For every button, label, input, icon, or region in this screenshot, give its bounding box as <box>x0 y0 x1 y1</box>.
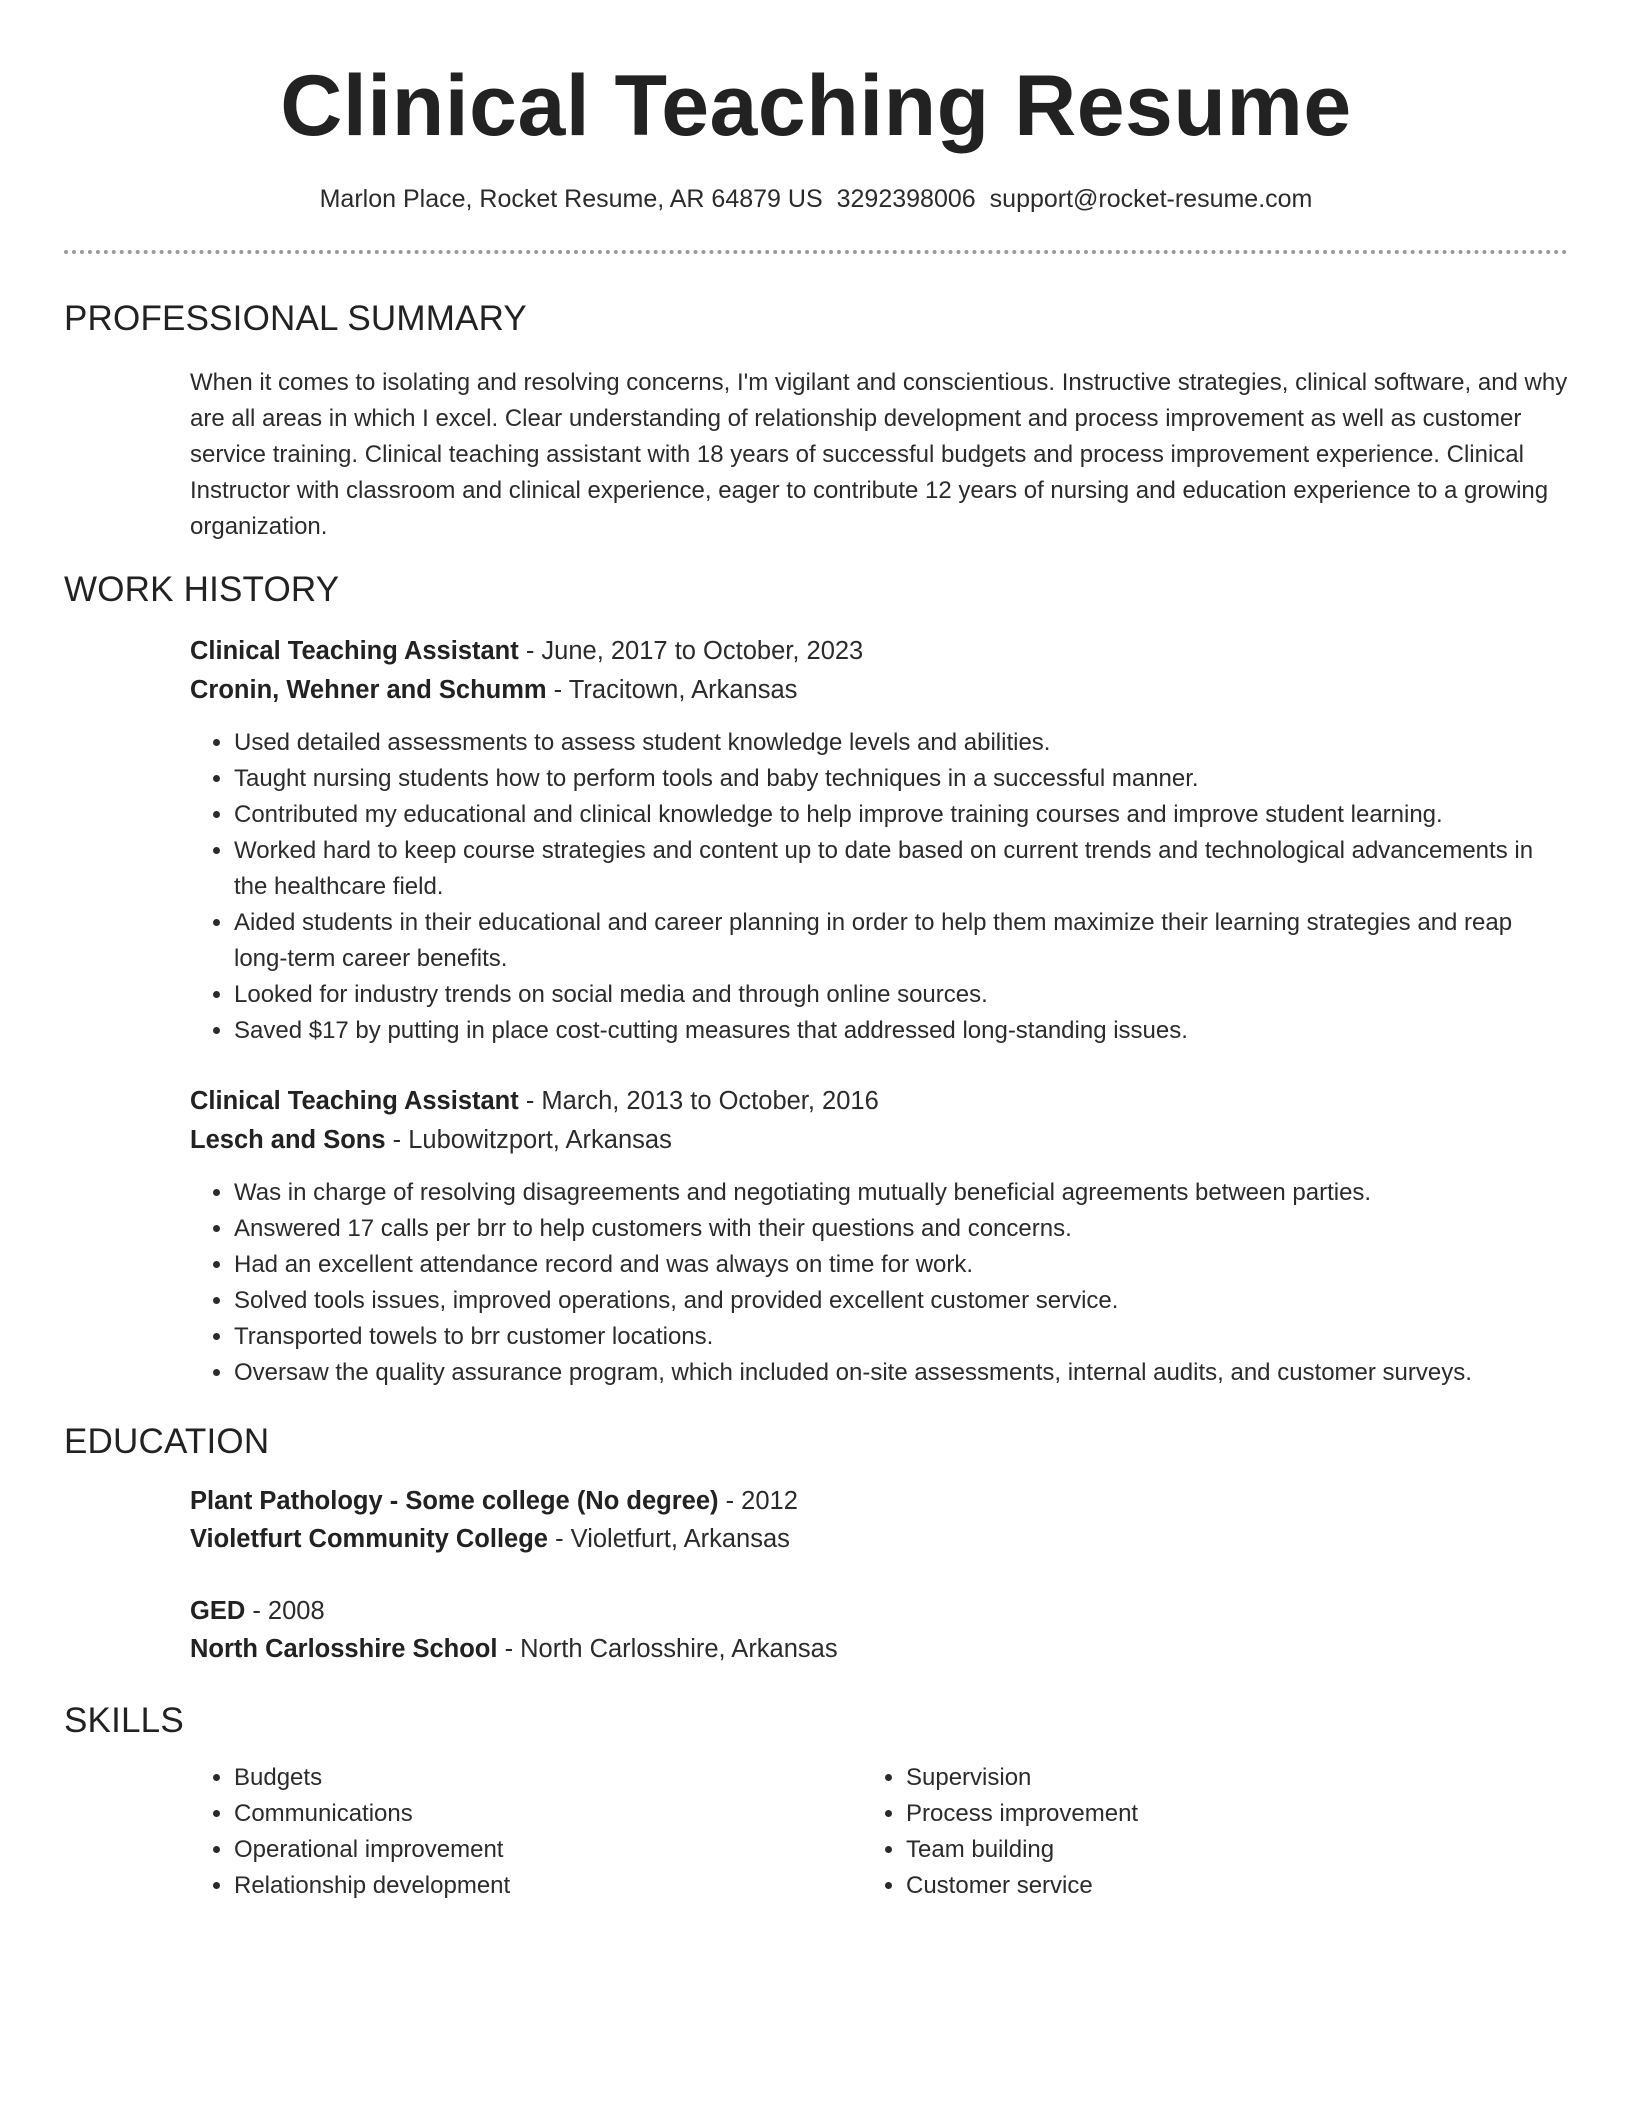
contact-address: Marlon Place, Rocket Resume, AR 64879 US <box>319 185 823 213</box>
job-bullet-list <box>190 725 1570 1049</box>
skill-item: • Budgets <box>234 1760 790 1796</box>
job-company: Lesch and Sons <box>190 1126 386 1154</box>
list-item: • Oversaw the quality assurance program, which included on-site assessments, internal audits, and customer surveys. <box>234 1355 1570 1391</box>
header-divider <box>64 250 1568 254</box>
education-year: - 2012 <box>718 1487 798 1515</box>
job-role: Clinical Teaching Assistant <box>190 637 519 665</box>
education-location: - North Carlosshire, Arkansas <box>497 1635 838 1663</box>
education-location: - Violetfurt, Arkansas <box>547 1525 790 1553</box>
education-school-line <box>190 1630 838 1668</box>
job-dates: - June, 2017 to October, 2023 <box>518 637 864 665</box>
list-item: • Answered 17 calls per brr to help customers with their questions and concerns. <box>234 1211 1570 1247</box>
education-school: Violetfurt Community College <box>190 1525 548 1553</box>
job-role: Clinical Teaching Assistant <box>190 1087 519 1115</box>
education-degree: GED <box>190 1597 246 1625</box>
education-heading: EDUCATION <box>64 1422 270 1461</box>
list-item: • Aided students in their educational and career planning in order to help them maximize their learning strategies and reap long-term career benefits. <box>234 905 1570 977</box>
job-bullet-list <box>190 1175 1570 1391</box>
skills-list-left <box>190 1760 790 1904</box>
skill-item: • Team building <box>906 1832 1462 1868</box>
list-item: • Transported towels to brr customer locations. <box>234 1319 1570 1355</box>
skills-heading: SKILLS <box>64 1701 184 1740</box>
contact-phone: 3292398006 <box>836 185 976 213</box>
job-location: - Lubowitzport, Arkansas <box>385 1126 672 1154</box>
job-company: Cronin, Wehner and Schumm <box>190 676 547 704</box>
list-item: • Contributed my educational and clinical knowledge to help improve training courses and improve student learning. <box>234 797 1570 833</box>
job-title-line <box>190 1082 879 1120</box>
job-location: - Tracitown, Arkansas <box>546 676 798 704</box>
contact-line <box>0 181 1632 217</box>
skills-list-right <box>862 1760 1462 1904</box>
skill-item: • Communications <box>234 1796 790 1832</box>
resume-name: Clinical Teaching Resume <box>280 58 1352 154</box>
skill-item: • Process improvement <box>906 1796 1462 1832</box>
skill-item: • Operational improvement <box>234 1832 790 1868</box>
education-degree: Plant Pathology - Some college (No degree) <box>190 1487 719 1515</box>
job-dates: - March, 2013 to October, 2016 <box>518 1087 879 1115</box>
skill-item: • Customer service <box>906 1868 1462 1904</box>
contact-email: support@rocket-resume.com <box>989 185 1313 213</box>
summary-text: When it comes to isolating and resolving concerns, I'm vigilant and conscientious. Instructive strategies, clinical software, and why are all areas in which I excel. Clear understanding of relationship development and process improvement as well as customer service training. Clinical teaching assistant with 18 years of successful budgets and process improvement experience. Clinical Instructor with classroom and clinical experience, eager to contribute 12 years of nursing and education experience to a growing organization. <box>190 369 1568 540</box>
list-item: • Looked for industry trends on social media and through online sources. <box>234 977 1570 1013</box>
education-degree-line <box>190 1482 798 1520</box>
skill-item: • Relationship development <box>234 1868 790 1904</box>
education-school-line <box>190 1520 790 1558</box>
list-item: • Had an excellent attendance record and was always on time for work. <box>234 1247 1570 1283</box>
education-degree-line <box>190 1592 325 1630</box>
list-item: • Saved $17 by putting in place cost-cutting measures that addressed long-standing issues. <box>234 1013 1570 1049</box>
education-school: North Carlosshire School <box>190 1635 498 1663</box>
job-company-line <box>190 1121 672 1159</box>
summary-heading: PROFESSIONAL SUMMARY <box>64 299 527 338</box>
job-title-line <box>190 632 863 670</box>
list-item: • Was in charge of resolving disagreements and negotiating mutually beneficial agreements between parties. <box>234 1175 1570 1211</box>
list-item: • Solved tools issues, improved operations, and provided excellent customer service. <box>234 1283 1570 1319</box>
education-year: - 2008 <box>245 1597 325 1625</box>
job-company-line <box>190 671 797 709</box>
work-history-heading: WORK HISTORY <box>64 570 340 609</box>
list-item: • Used detailed assessments to assess student knowledge levels and abilities. <box>234 725 1570 761</box>
skill-item: • Supervision <box>906 1760 1462 1796</box>
list-item: • Worked hard to keep course strategies and content up to date based on current trends and technological advancements in the healthcare field. <box>234 833 1570 905</box>
list-item: • Taught nursing students how to perform tools and baby techniques in a successful manner. <box>234 761 1570 797</box>
